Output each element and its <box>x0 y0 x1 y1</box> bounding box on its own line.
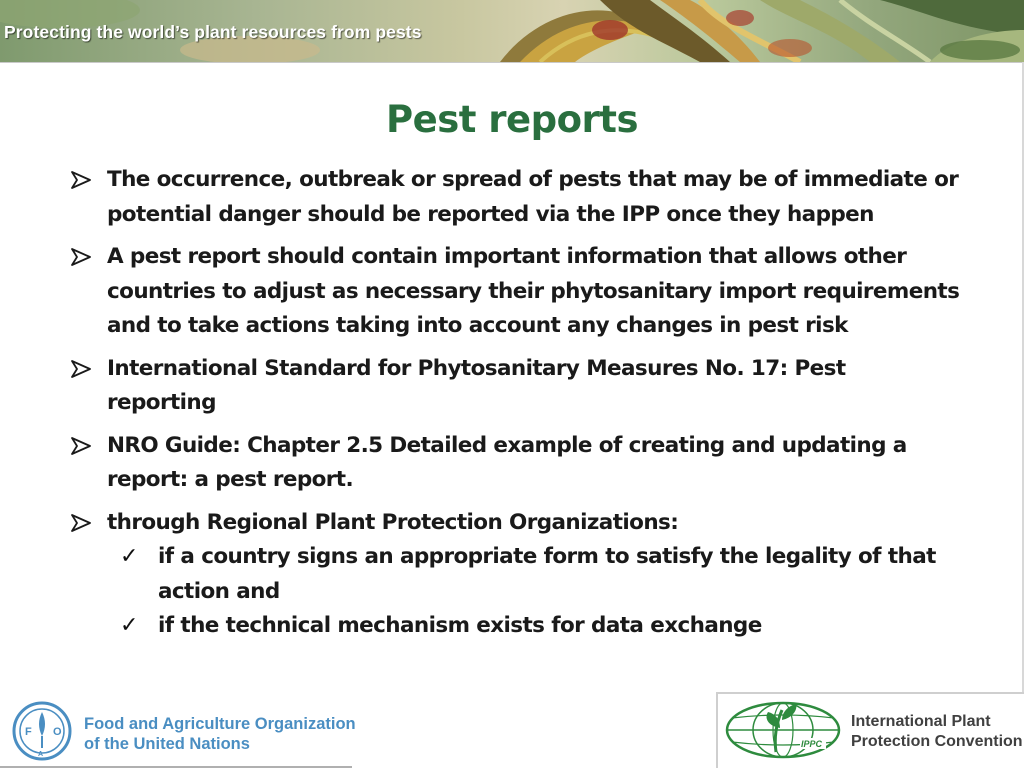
arrowhead-bullet-icon <box>70 360 92 378</box>
slide-title: Pest reports <box>385 98 638 141</box>
bullet-item <box>70 240 960 344</box>
fao-name-line2: of the United Nations <box>84 735 250 753</box>
bullet-text: A pest report should contain important information that allows other countries to adjust as necessary their phytosanitary import requirements and to take actions taking into account any changes in pest risk <box>107 244 960 338</box>
ippc-name <box>851 712 1023 752</box>
fao-name <box>84 714 356 754</box>
checkmark-icon: ✓ <box>120 544 138 569</box>
bullet-item <box>70 352 960 421</box>
fao-logo-letter-f: F <box>25 726 32 738</box>
checkmark-icon: ✓ <box>120 613 138 638</box>
header-banner <box>0 0 1024 62</box>
sub-bullet-item <box>70 609 960 644</box>
banner-tagline: Protecting the world’s plant resources from pests <box>4 22 422 42</box>
bullet-item <box>70 163 960 232</box>
arrowhead-bullet-icon <box>70 514 92 532</box>
ippc-name-line1: International Plant <box>851 713 991 730</box>
fao-name-line1: Food and Agriculture Organization <box>84 715 356 733</box>
sub-bullet-text: if the technical mechanism exists for data exchange <box>158 613 762 638</box>
header-divider <box>0 62 1024 63</box>
fao-logo-letter-o: O <box>53 726 62 738</box>
arrowhead-bullet-icon <box>70 437 92 455</box>
ippc-logo-label: IPPC <box>801 739 823 749</box>
ippc-globe-logo-icon <box>724 700 842 760</box>
sub-bullet-text: if a country signs an appropriate form to satisfy the legality of that action and <box>158 544 936 604</box>
fao-logo-letter-a: A <box>38 751 44 758</box>
sub-bullet-item <box>70 540 960 609</box>
fao-logo-icon <box>10 700 74 762</box>
arrowhead-bullet-icon <box>70 171 92 189</box>
slide-content <box>70 163 960 644</box>
bullet-item <box>70 506 960 541</box>
bullet-text: NRO Guide: Chapter 2.5 Detailed example of creating and updating a report: a pest report. <box>107 432 907 492</box>
bullet-text: through Regional Plant Protection Organizations: <box>107 509 679 535</box>
bullet-text: International Standard for Phytosanitary Measures No. 17: Pest reporting <box>107 355 846 415</box>
bullet-text: The occurrence, outbreak or spread of pests that may be of immediate or potential danger should be reported via the IPP once they happen <box>107 167 959 227</box>
arrowhead-bullet-icon <box>70 248 92 266</box>
slide-footer <box>0 692 1024 768</box>
bullet-item <box>70 429 960 498</box>
ippc-name-line2: Protection Convention <box>851 733 1023 750</box>
